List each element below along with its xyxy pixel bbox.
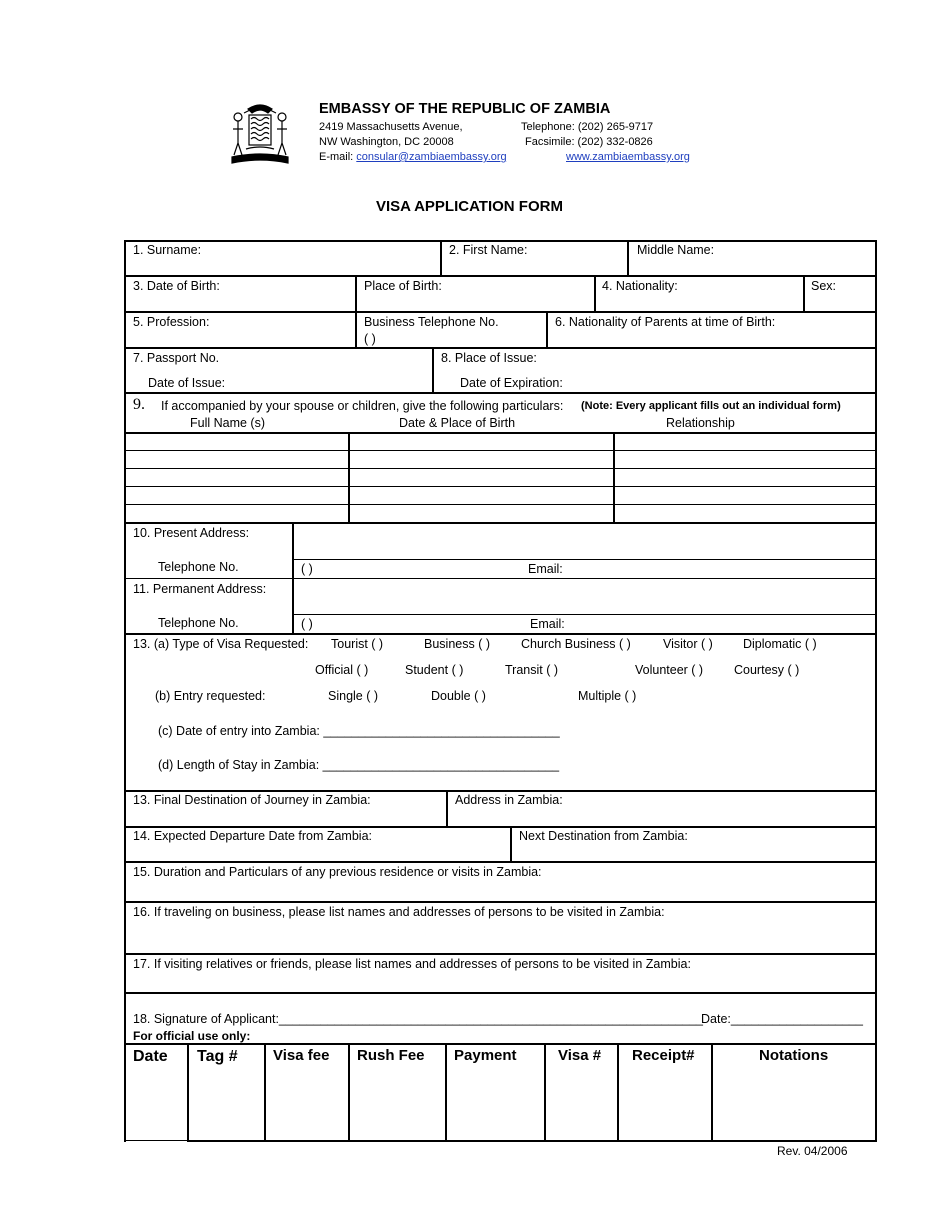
present-phone-paren: ( ) [301, 562, 313, 576]
official-col-notations: Notations [759, 1047, 829, 1064]
business-tel-paren: ( ) [364, 332, 376, 346]
form-title: VISA APPLICATION FORM [376, 198, 563, 215]
visa-option-student[interactable]: Student ( ) [405, 663, 464, 677]
address-in-zambia-label: Address in Zambia: [455, 793, 563, 807]
permanent-phone-paren: ( ) [301, 617, 313, 631]
date-of-expiration-label: Date of Expiration: [460, 376, 563, 390]
profession-label: 5. Profession: [133, 315, 210, 329]
entry-option-multiple[interactable]: Multiple ( ) [578, 689, 637, 703]
previous-residence-label: 15. Duration and Particulars of any previous residence or visits in Zambia: [133, 865, 542, 879]
middle-name-label: Middle Name: [637, 243, 715, 257]
passport-no-label: 7. Passport No. [133, 351, 220, 365]
place-of-issue-label: 8. Place of Issue: [441, 351, 537, 365]
address-line-2: NW Washington, DC 20008 [319, 136, 454, 148]
official-col-visa-number: Visa # [558, 1047, 602, 1064]
visa-option-visitor[interactable]: Visitor ( ) [663, 637, 713, 651]
entry-option-single[interactable]: Single ( ) [328, 689, 379, 703]
first-name-label: 2. First Name: [449, 243, 528, 257]
website-link[interactable]: www.zambiaembassy.org [566, 151, 690, 163]
address-line-1: 2419 Massachusetts Avenue, [319, 121, 463, 133]
official-col-tag: Tag # [197, 1048, 238, 1065]
email-label: E-mail: [319, 151, 354, 163]
revision-label: Rev. 04/2006 [777, 1144, 848, 1158]
companions-number: 9. [133, 396, 145, 413]
zambia-coat-of-arms-emblem [224, 99, 296, 171]
visa-option-tourist[interactable]: Tourist ( ) [331, 637, 384, 651]
next-destination-label: Next Destination from Zambia: [519, 829, 688, 843]
official-col-receipt: Receipt# [632, 1047, 695, 1064]
visa-option-courtesy[interactable]: Courtesy ( ) [734, 663, 800, 677]
visa-option-business[interactable]: Business ( ) [424, 637, 490, 651]
visa-option-church-business[interactable]: Church Business ( ) [521, 637, 631, 651]
relatives-persons-label: 17. If visiting relatives or friends, please list names and addresses of persons to be visited in Zambia: [133, 957, 691, 971]
telephone: Telephone: (202) 265-9717 [521, 121, 654, 133]
facsimile: Facsimile: (202) 332-0826 [525, 136, 653, 148]
length-of-stay-field[interactable]: (d) Length of Stay in Zambia: __________________________________ [158, 758, 560, 772]
entry-requested-label: (b) Entry requested: [155, 689, 266, 703]
entry-option-double[interactable]: Double ( ) [431, 689, 486, 703]
visa-type-label: 13. (a) Type of Visa Requested: [133, 637, 309, 651]
visa-option-volunteer[interactable]: Volunteer ( ) [635, 663, 704, 677]
col-full-name: Full Name (s) [190, 416, 266, 430]
official-col-payment: Payment [454, 1047, 517, 1064]
official-col-rush-fee: Rush Fee [357, 1047, 425, 1064]
business-persons-label: 16. If traveling on business, please list names and addresses of persons to be visited in Zambia: [133, 905, 665, 919]
sex-label: Sex: [811, 279, 837, 293]
nationality-label: 4. Nationality: [602, 279, 678, 293]
col-relationship: Relationship [666, 416, 735, 430]
signature-date-field[interactable]: Date:___________________ [701, 1012, 863, 1026]
visa-option-transit[interactable]: Transit ( ) [505, 663, 559, 677]
date-of-entry-field[interactable]: (c) Date of entry into Zambia: __________________________________ [158, 724, 560, 738]
visa-option-official[interactable]: Official ( ) [315, 663, 369, 677]
col-date-place-birth: Date & Place of Birth [399, 416, 516, 430]
dob-label: 3. Date of Birth: [133, 279, 220, 293]
companions-instruction: If accompanied by your spouse or children, give the following particulars: [161, 399, 564, 413]
email-link[interactable]: consular@zambiaembassy.org [356, 151, 507, 163]
permanent-telephone-label: Telephone No. [158, 616, 239, 630]
official-col-date: Date [133, 1048, 168, 1065]
email-line [319, 151, 507, 163]
permanent-email-label: Email: [530, 617, 565, 631]
date-of-issue-label: Date of Issue: [148, 376, 226, 390]
embassy-name: EMBASSY OF THE REPUBLIC OF ZAMBIA [319, 101, 611, 117]
parents-nationality-label: 6. Nationality of Parents at time of Birth: [555, 315, 776, 329]
business-tel-label: Business Telephone No. [364, 315, 499, 329]
present-telephone-label: Telephone No. [158, 560, 239, 574]
permanent-address-label: 11. Permanent Address: [133, 582, 267, 596]
present-email-label: Email: [528, 562, 563, 576]
departure-date-label: 14. Expected Departure Date from Zambia: [133, 829, 373, 843]
official-use-label: For official use only: [133, 1029, 251, 1043]
present-address-label: 10. Present Address: [133, 526, 250, 540]
surname-label: 1. Surname: [133, 243, 202, 257]
signature-field[interactable]: 18. Signature of Applicant:_____________________________________________________________ [133, 1012, 704, 1026]
visa-option-diplomatic[interactable]: Diplomatic ( ) [743, 637, 817, 651]
place-of-birth-label: Place of Birth: [364, 279, 442, 293]
final-destination-label: 13. Final Destination of Journey in Zambia: [133, 793, 371, 807]
official-col-visa-fee: Visa fee [273, 1047, 330, 1064]
companions-note: (Note: Every applicant fills out an individual form) [581, 400, 841, 412]
